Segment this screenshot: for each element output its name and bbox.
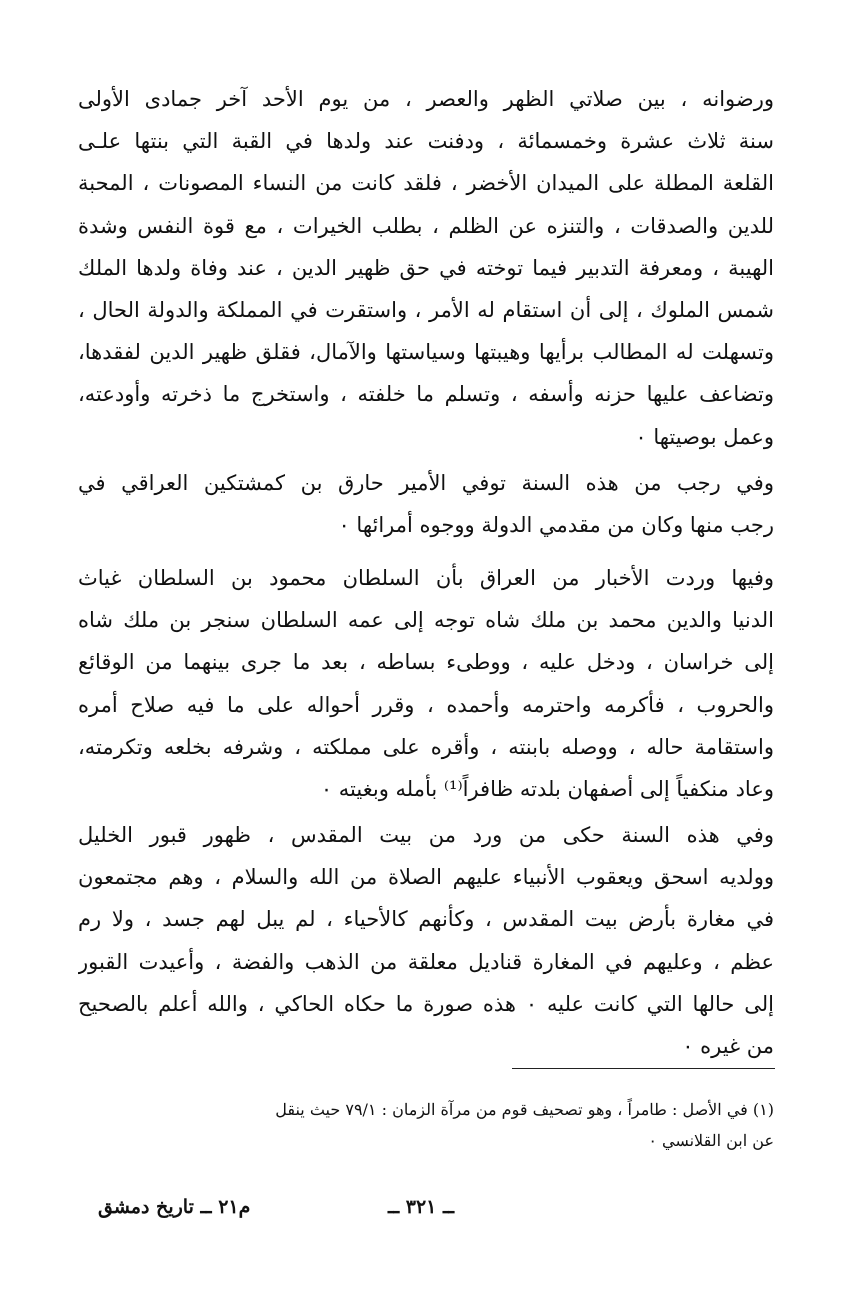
footnote <box>78 1094 774 1156</box>
text-line: وتسهلت له المطالب برأيها وهيبتها وسياستها والآمال، فقلق ظهير الدين لفقدها، <box>78 340 774 365</box>
page-footer <box>78 1190 774 1224</box>
text-line: والحروب ، فأكرمه واحترمه وأحمده ، وقرر أحواله على ما فيه صلاح أمره <box>78 692 774 717</box>
paragraph-3 <box>78 557 774 810</box>
text-line: للدين والصدقات ، والتنزه عن الظلم ، بطلب الخيرات ، مع قوة النفس وشدة <box>78 213 774 238</box>
paragraph-4 <box>78 814 774 1067</box>
text-line: عظم ، وعليهم في المغارة قناديل معلقة من الذهب والفضة ، وأعيدت القبور <box>78 949 774 974</box>
paragraph-2 <box>78 462 774 546</box>
text-line: ورضوانه ، بين صلاتي الظهر والعصر ، من يوم الأحد آخر جمادى الأولى <box>78 87 774 111</box>
paragraph-1 <box>78 78 774 458</box>
footnote-line: (١) في الأصل : طامراً ، وهو تصحيف قوم من مرآة الزمان : ٧٩/١ حيث ينقل <box>275 1100 774 1119</box>
text-line: الهيبة ، ومعرفة التدبير فيما توخته في حق ظهير الدين ، عند وفاة ولدها الملك <box>78 255 774 280</box>
text-line: من غيره ٠ <box>682 1033 774 1058</box>
text-line: واستقامة حاله ، ووصله بابنته ، وأقره على مملكته ، وشرفه بخلعه وتكرمته، <box>78 734 774 759</box>
text-line: رجب منها وكان من مقدمي الدولة ووجوه أمرائها ٠ <box>338 513 774 538</box>
text-line: وعاد منكفياً إلى أصفهان بلدته ظافراً⁽¹⁾ بأمله وبغيته ٠ <box>320 776 774 801</box>
text-line: القلعة المطلة على الميدان الأخضر ، فلقد كانت من النساء المصونات ، المحبة <box>78 171 774 196</box>
text-line: وفي هذه السنة حكى من ورد من بيت المقدس ، ظهور قبور الخليل <box>78 823 774 847</box>
text-line: وولديه اسحق ويعقوب الأنبياء عليهم الصلاة من الله والسلام ، وهم مجتمعون <box>78 865 774 890</box>
text-line: في مغارة بأرض بيت المقدس ، وكأنهم كالأحياء ، لم يبل لهم جسد ، ولا رم <box>78 907 774 932</box>
text-line: وعمل بوصيتها ٠ <box>635 424 774 449</box>
text-line: وفيها وردت الأخبار من العراق بأن السلطان محمود بن السلطان غياث <box>78 566 774 590</box>
text-line: وتضاعف عليها حزنه وأسفه ، وتسلم ما خلفته ، واستخرج ما ذخرته وأودعته، <box>78 382 774 407</box>
text-line: سنة ثلاث عشرة وخمسمائة ، ودفنت عند ولدها في القبة التي بنتها علـى <box>78 129 774 154</box>
footnote-divider <box>512 1068 775 1069</box>
text-line: إلى خراسان ، ودخل عليه ، ووطىء بساطه ، بعد ما جرى بينهما من الوقائع <box>78 650 774 675</box>
page-number: ــ ٣٢١ ــ <box>388 1196 455 1218</box>
text-line: وفي رجب من هذه السنة توفي الأمير حارق بن كمشتكين العراقي في <box>78 471 774 495</box>
text-line: إلى حالها التي كانت عليه ٠ هذه صورة ما حكاه الحاكي ، والله أعلم بالصحيح <box>78 991 774 1016</box>
footnote-line: عن ابن القلانسي ٠ <box>648 1131 774 1150</box>
text-line: شمس الملوك ، إلى أن استقام له الأمر ، واستقرت في المملكة والدولة الحال ، <box>78 297 774 322</box>
text-line: الدنيا والدين محمد بن ملك شاه توجه إلى عمه السلطان سنجر بن ملك شاه <box>78 608 774 633</box>
signature-mark: م٢١ ــ تاريخ دمشق <box>98 1196 251 1218</box>
